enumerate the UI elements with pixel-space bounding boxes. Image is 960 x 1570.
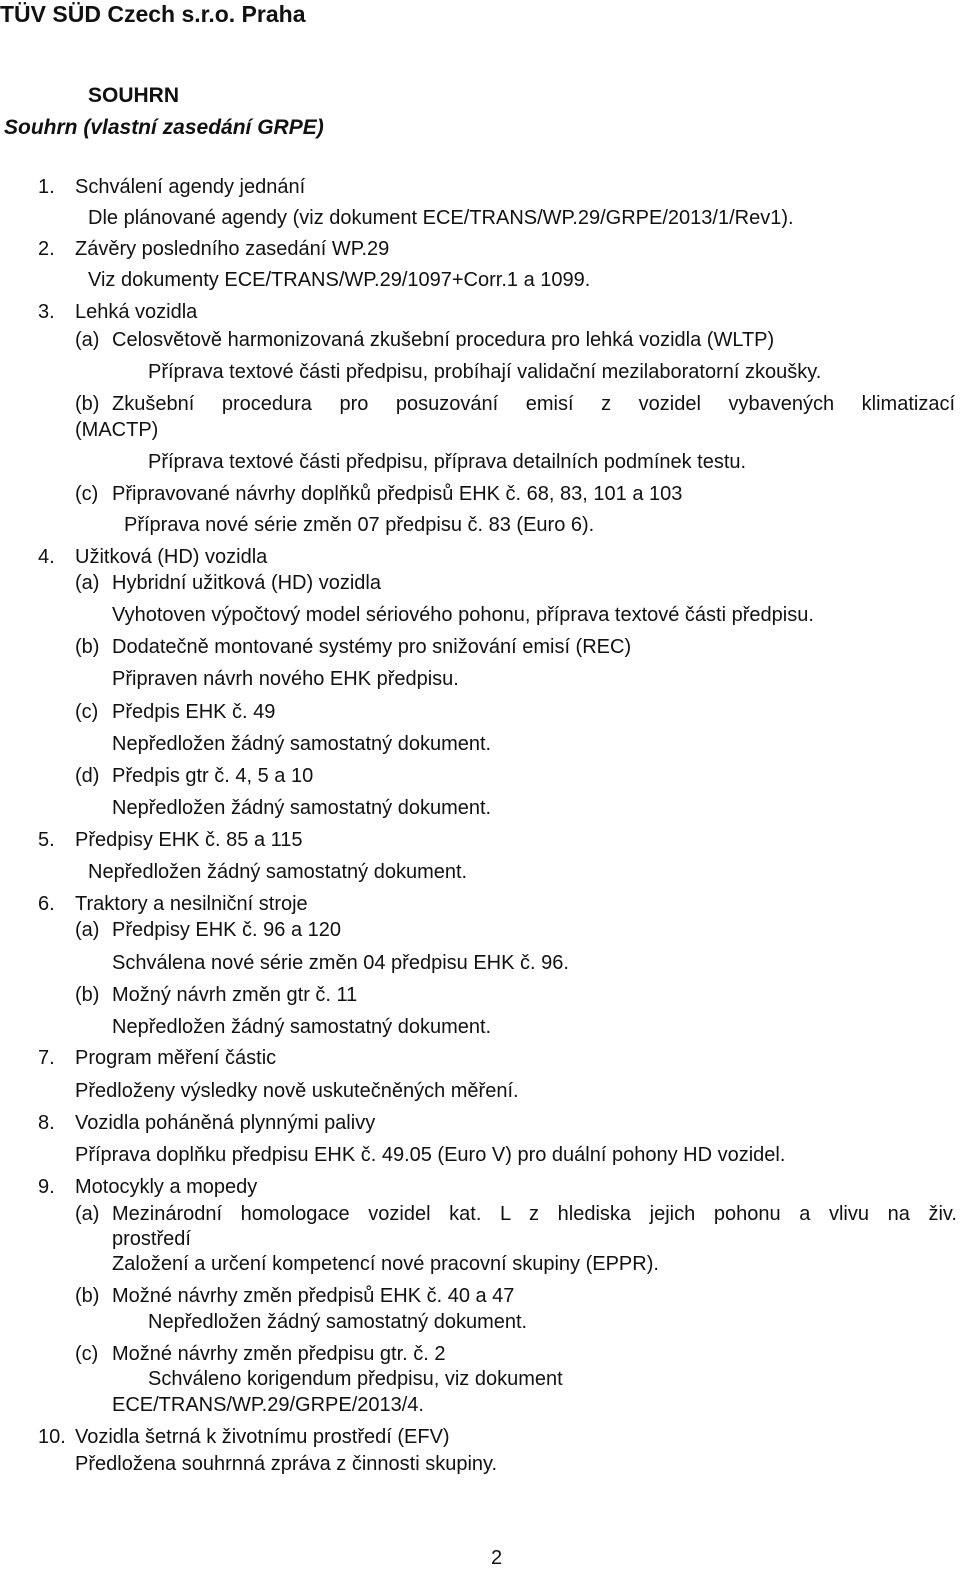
- item-4a-title: Hybridní užitková (HD) vozidla: [112, 572, 381, 594]
- item-3c-text: Příprava nové série změn 07 předpisu č. 83 (Euro 6).: [124, 514, 595, 536]
- item-9b-text: Nepředložen žádný samostatný dokument.: [148, 1311, 528, 1333]
- item-9c-text-line2: ECE/TRANS/WP.29/GRPE/2013/4.: [112, 1394, 424, 1416]
- document-subtitle: Souhrn (vlastní zasedání GRPE): [4, 116, 324, 139]
- item-6b-label: (b): [75, 984, 100, 1006]
- item-6a-title: Předpisy EHK č. 96 a 120: [112, 919, 342, 941]
- item-4-title: Užitková (HD) vozidla: [75, 546, 268, 568]
- item-6a-text: Schválena nové série změn 04 předpisu EHK č. 96.: [112, 952, 569, 974]
- item-9a-label: (a): [75, 1203, 100, 1225]
- item-5-number: 5.: [38, 829, 55, 851]
- item-1-number: 1.: [38, 176, 55, 198]
- item-3a-text: Příprava textové části předpisu, probíhají validační mezilaboratorní zkoušky.: [148, 361, 822, 383]
- item-3b-text: Příprava textové části předpisu, příprava detailních podmínek testu.: [148, 451, 747, 473]
- item-9c-title: Možné návrhy změn předpisu gtr. č. 2: [112, 1343, 446, 1365]
- item-3a-label: (a): [75, 329, 100, 351]
- item-2-title: Závěry posledního zasedání WP.29: [75, 238, 390, 260]
- item-9b-title: Možné návrhy změn předpisů EHK č. 40 a 47: [112, 1285, 515, 1307]
- item-3b-title-line1: Zkušební procedura pro posuzování emisí z vozidel vybavených klimatizací: [112, 393, 955, 415]
- item-4b-title: Dodatečně montované systémy pro snižování emisí (REC): [112, 636, 632, 658]
- item-9c-text-line1: Schváleno korigendum předpisu, viz dokument: [148, 1368, 563, 1390]
- item-2-text: Viz dokumenty ECE/TRANS/WP.29/1097+Corr.1 a 1099.: [88, 269, 591, 291]
- item-3b-title-line2: (MACTP): [75, 419, 159, 441]
- item-9a-text: Založení a určení kompetencí nové pracovní skupiny (EPPR).: [112, 1253, 659, 1275]
- item-7-number: 7.: [38, 1047, 55, 1069]
- item-3b-label: (b): [75, 393, 100, 415]
- item-4b-text: Připraven návrh nového EHK předpisu.: [112, 668, 459, 690]
- item-3c-label: (c): [75, 483, 99, 505]
- item-4d-title: Předpis gtr č. 4, 5 a 10: [112, 765, 314, 787]
- item-5-text: Nepředložen žádný samostatný dokument.: [88, 861, 468, 883]
- item-4c-label: (c): [75, 701, 99, 723]
- item-8-title: Vozidla poháněná plynnými palivy: [75, 1112, 376, 1134]
- item-1-text: Dle plánované agendy (viz dokument ECE/TRANS/WP.29/GRPE/2013/1/Rev1).: [88, 207, 794, 229]
- item-4d-text: Nepředložen žádný samostatný dokument.: [112, 797, 492, 819]
- item-7-title: Program měření částic: [75, 1047, 277, 1069]
- item-1-title: Schválení agendy jednání: [75, 176, 306, 198]
- item-6-title: Traktory a nesilniční stroje: [75, 893, 308, 915]
- item-4c-title: Předpis EHK č. 49: [112, 701, 276, 723]
- item-2-number: 2.: [38, 238, 55, 260]
- item-6b-text: Nepředložen žádný samostatný dokument.: [112, 1016, 492, 1038]
- item-6a-label: (a): [75, 919, 100, 941]
- page-number: 2: [491, 1547, 503, 1569]
- item-9a-title-line2: prostředí: [112, 1228, 191, 1250]
- item-9-title: Motocykly a mopedy: [75, 1176, 258, 1198]
- item-4d-label: (d): [75, 765, 100, 787]
- item-9a-title-line1: Mezinárodní homologace vozidel kat. L z hlediska jejich pohonu a vlivu na živ.: [112, 1203, 957, 1225]
- item-3a-title: Celosvětově harmonizovaná zkušební procedura pro lehká vozidla (WLTP): [112, 329, 775, 351]
- item-6-number: 6.: [38, 893, 55, 915]
- document-header: TÜV SÜD Czech s.r.o. Praha: [0, 1, 306, 27]
- item-8-text: Příprava doplňku předpisu EHK č. 49.05 (Euro V) pro duální pohony HD vozidel.: [75, 1144, 786, 1166]
- item-4-number: 4.: [38, 546, 55, 568]
- item-3-title: Lehká vozidla: [75, 301, 198, 323]
- item-8-number: 8.: [38, 1112, 55, 1134]
- item-3-number: 3.: [38, 301, 55, 323]
- item-10-number: 10.: [38, 1426, 66, 1448]
- item-9-number: 9.: [38, 1176, 55, 1198]
- item-6b-title: Možný návrh změn gtr č. 11: [112, 984, 358, 1006]
- item-10-title: Vozidla šetrná k životnímu prostředí (EFV): [75, 1426, 450, 1448]
- item-9b-label: (b): [75, 1285, 100, 1307]
- item-5-title: Předpisy EHK č. 85 a 115: [75, 829, 303, 851]
- item-9c-label: (c): [75, 1343, 99, 1365]
- document-title: SOUHRN: [88, 84, 180, 107]
- item-7-text: Předloženy výsledky nově uskutečněných měření.: [75, 1080, 519, 1102]
- item-3c-title: Připravované návrhy doplňků předpisů EHK č. 68, 83, 101 a 103: [112, 483, 683, 505]
- item-4b-label: (b): [75, 636, 100, 658]
- item-4a-label: (a): [75, 572, 100, 594]
- item-10-text: Předložena souhrnná zpráva z činnosti skupiny.: [75, 1453, 498, 1475]
- item-4c-text: Nepředložen žádný samostatný dokument.: [112, 733, 492, 755]
- item-4a-text: Vyhotoven výpočtový model sériového pohonu, příprava textové části předpisu.: [112, 604, 814, 626]
